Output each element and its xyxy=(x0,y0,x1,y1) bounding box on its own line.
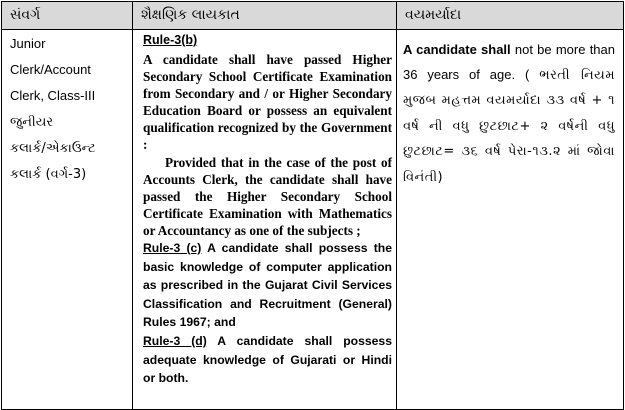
header-cell-cadre xyxy=(2,2,133,30)
rule-3b-block xyxy=(143,51,392,239)
post-line-3: Clerk, Class-III xyxy=(10,88,96,104)
rule-3d-text: A candidate shall possess adequate knowledge of Gujarati or Hindi or both. xyxy=(143,334,392,386)
rule-3c-heading: Rule-3 (c) xyxy=(143,241,202,256)
rule-3c-3d-block xyxy=(143,239,392,388)
proviso-text: Provided that in the case of the post of Accounts Clerk, the candidate shall have passed the Higher Secondary School Certificate Examination with Mathematics or Accountancy as one of the subjects ; xyxy=(143,154,392,238)
header-qualification: શૈક્ષણિક લાયકાત xyxy=(141,7,240,23)
post-line-4: જુનીયર xyxy=(10,114,54,130)
age-limit-cell xyxy=(397,30,624,410)
recruitment-table xyxy=(1,1,624,410)
age-gujarati-text: ભરતી નિયમ મુજબ મહત્તમ વયમર્યાદા ૩૩ વર્ષ + ૧ વર્ષ ની વધુ છુટછાટ+ ૨ વર્ષની વધુ છુટછાટ= ૩૬ વર્ષ પેરા-૧૩.૨ માં જોવા વિનંતી) xyxy=(403,67,616,185)
qualification-cell xyxy=(133,30,397,410)
post-line-2: Clerk/Account xyxy=(10,62,91,78)
age-normal-text: not be more than 36 years of age. ( xyxy=(403,42,615,82)
header-cadre: સંવર્ગ xyxy=(10,7,41,23)
post-line-5: કલાર્ક/એકાઉન્ટ xyxy=(10,140,96,156)
post-line-1: Junior xyxy=(10,36,46,51)
rule-3c-paragraph xyxy=(143,239,392,332)
header-cell-qualification xyxy=(133,2,397,30)
rule-3d-paragraph xyxy=(143,332,392,388)
table-header-row xyxy=(2,2,624,30)
rule-3c-text: A candidate shall possess the basic knowledge of computer application as prescribed in the Gujarat Civil Services Classification and Recruitment (General) Rules 1967; and xyxy=(143,241,392,330)
header-age-limit: વયમર્યાદા xyxy=(405,7,462,23)
rule-3b-text: A candidate shall have passed Higher Secondary School Certificate Examination from Secondary and / or Higher Secondary Education Board or possess an equivalent qualification recognized by the Government : xyxy=(143,52,392,153)
post-line-6: કલાર્ક (વર્ગ-3) xyxy=(10,166,87,182)
header-cell-age-limit xyxy=(397,2,624,30)
rule-3b-heading: Rule-3(b) xyxy=(143,33,198,47)
table-row xyxy=(2,30,624,410)
age-bold-text: A candidate shall xyxy=(403,42,511,57)
rule-3d-heading: Rule-3 (d) xyxy=(143,334,207,348)
post-name-cell xyxy=(2,30,133,410)
